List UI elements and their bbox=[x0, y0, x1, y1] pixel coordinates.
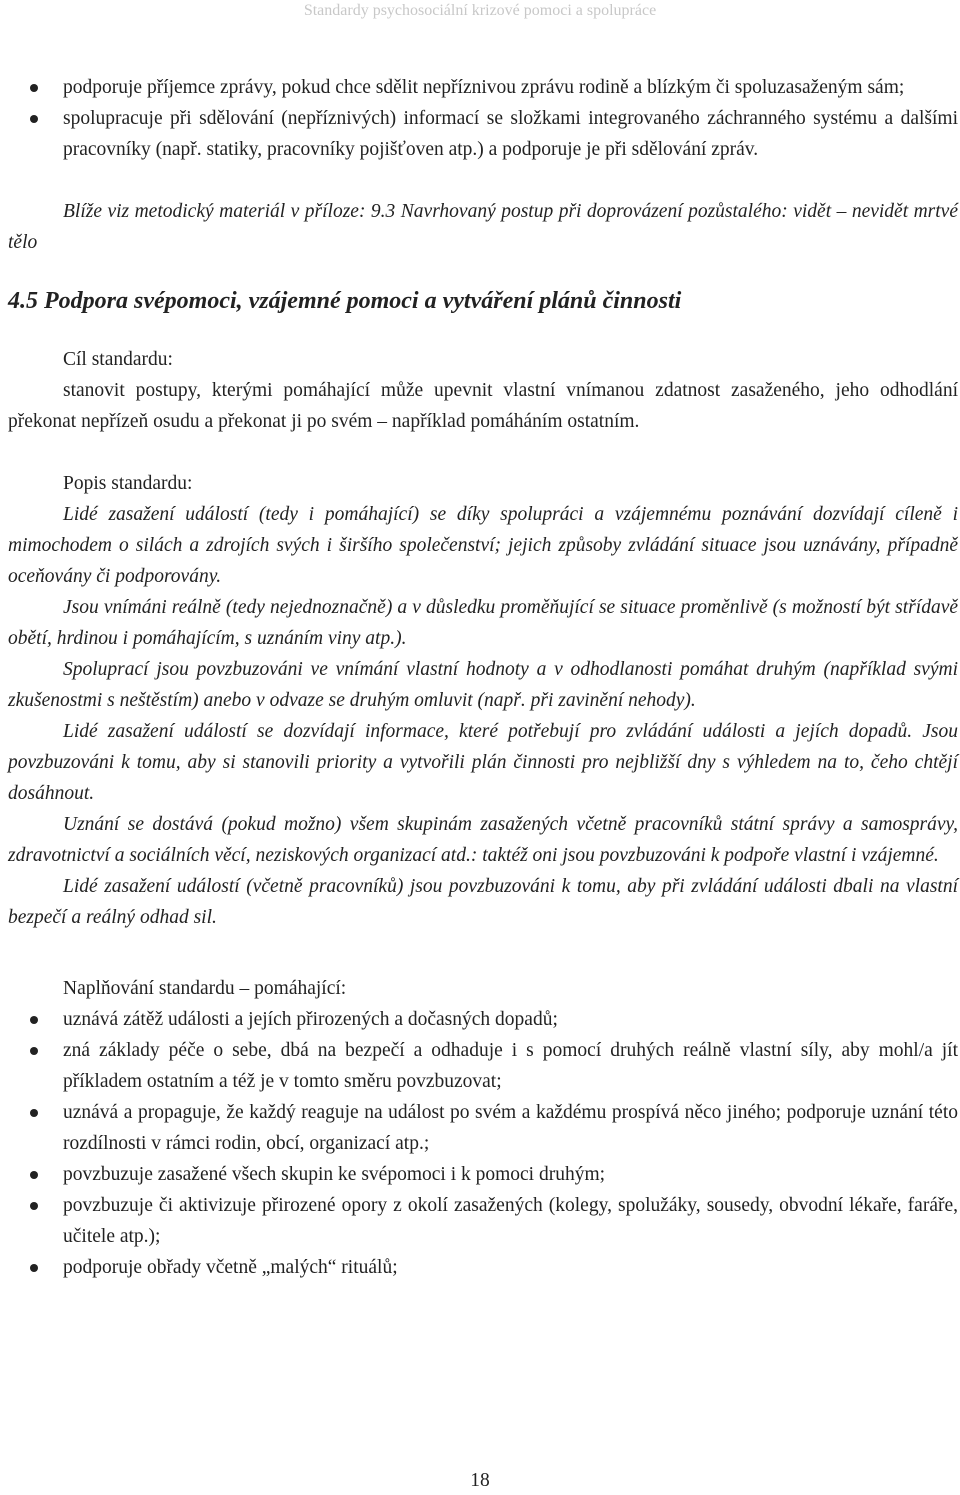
description-paragraph: Spoluprací jsou povzbuzováni ve vnímání vlastní hodnoty a v odhodlanosti pomáhat druhým (například svými zkušenostmi s neštěstím) anebo v odvaze se druhým omluvit (např. při zavinění nehody). bbox=[8, 659, 958, 711]
running-header: Standardy psychosociální krizové pomoci a spolupráce bbox=[303, 2, 657, 19]
description-label: Popis standardu: bbox=[63, 473, 193, 494]
fulfillment-label: Naplňování standardu – pomáhající: bbox=[63, 978, 347, 999]
goal-text: stanovit postupy, kterými pomáhající může upevnit vlastní vnímanou zdatnost zasaženého, jeho odhodlání překonat nepřízeň osudu a překonat ji po svém – například pomáháním ostatním. bbox=[8, 380, 958, 432]
reference-note: Blíže viz metodický materiál v příloze: 9.3 Navrhovaný postup při doprovázení pozůstalého: vidět – nevidět mrtvé tělo bbox=[8, 201, 958, 253]
fulfillment-bullet-list bbox=[8, 1004, 958, 1283]
bullet-icon bbox=[30, 1109, 38, 1117]
list-item bbox=[8, 1097, 958, 1159]
section-heading: 4.5 Podpora svépomoci, vzájemné pomoci a vytváření plánů činnosti bbox=[8, 288, 682, 314]
bullet-icon bbox=[30, 1047, 38, 1055]
list-item bbox=[8, 1252, 958, 1283]
list-item-text: povzbuzuje zasažené všech skupin ke svépomoci i k pomoci druhým; bbox=[63, 1164, 606, 1185]
bullet-icon bbox=[30, 84, 38, 92]
page-number: 18 bbox=[470, 1470, 490, 1491]
list-item bbox=[8, 1190, 958, 1252]
bullet-icon bbox=[30, 1202, 38, 1210]
list-item-text: podporuje obřady včetně „malých“ rituálů; bbox=[63, 1257, 398, 1278]
bullet-icon bbox=[30, 1171, 38, 1179]
bullet-icon bbox=[30, 1016, 38, 1024]
bullet-icon bbox=[30, 115, 38, 123]
list-item-text: spolupracuje při sdělování (nepříznivých) informací se složkami integrovaného záchranného systému a dalšími pracovníky (např. statiky, pracovníky pojišťoven atp.) a podporuje je při sdělování zpráv. bbox=[63, 108, 958, 160]
goal-label: Cíl standardu: bbox=[63, 349, 173, 370]
page-content bbox=[8, 72, 958, 1283]
list-item bbox=[8, 1159, 958, 1190]
list-item-text: uznává zátěž události a jejích přirozených a dočasných dopadů; bbox=[63, 1009, 558, 1030]
description-paragraph: Lidé zasažení událostí se dozvídají informace, které potřebují pro zvládání události a jejích dopadů. Jsou povzbuzováni k tomu, aby si stanovili priority a vytvořili plán činnosti pro nejbližší dny s výhledem na to, čeho chtějí dosáhnout. bbox=[8, 721, 958, 804]
description-paragraph: Lidé zasažení událostí (včetně pracovníků) jsou povzbuzováni k tomu, aby při zvládání události dbali na vlastní bezpečí a reálný odhad sil. bbox=[8, 876, 958, 928]
list-item-text: zná základy péče o sebe, dbá na bezpečí a odhaduje i s pomocí druhých reálně vlastní síly, aby mohl/a jít příkladem ostatním a též je v tomto směru povzbuzovat; bbox=[63, 1040, 958, 1092]
bullet-icon bbox=[30, 1264, 38, 1272]
description-paragraph: Lidé zasažení událostí (tedy i pomáhající) se díky spolupráci a vzájemnému poznávání dozvídají cíleně i mimochodem o silách a zdrojích svých i širšího společenství; jejich způsoby zvládání situace jsou uznávány, případně oceňovány či podporovány. bbox=[8, 504, 958, 587]
list-item bbox=[8, 103, 958, 165]
list-item-text: uznává a propaguje, že každý reaguje na událost po svém a každému prospívá něco jiného; podporuje uznání této rozdílnosti v rámci rodin, obcí, organizací atp.; bbox=[63, 1102, 958, 1154]
list-item bbox=[8, 1004, 958, 1035]
list-item-text: povzbuzuje či aktivizuje přirozené opory z okolí zasažených (kolegy, spolužáky, sousedy, obvodní lékaře, faráře, učitele atp.); bbox=[63, 1195, 958, 1247]
list-item bbox=[8, 72, 958, 103]
description-paragraph: Uznání se dostává (pokud možno) všem skupinám zasažených včetně pracovníků státní správy a samosprávy, zdravotnictví a sociálních věcí, neziskových organizací atd.: taktéž oni jsou povzbuzováni k podpoře vlastní i vzájemné. bbox=[8, 814, 958, 866]
description-paragraph: Jsou vnímáni reálně (tedy nejednoznačně) a v důsledku proměňující se situace proměnlivě (s možností být střídavě obětí, hrdinou i pomáhajícím, s uznáním viny atp.). bbox=[8, 597, 958, 649]
list-item bbox=[8, 1035, 958, 1097]
top-bullet-list bbox=[8, 72, 958, 165]
list-item-text: podporuje příjemce zprávy, pokud chce sdělit nepříznivou zprávu rodině a blízkým či spoluzasaženým sám; bbox=[63, 77, 905, 98]
